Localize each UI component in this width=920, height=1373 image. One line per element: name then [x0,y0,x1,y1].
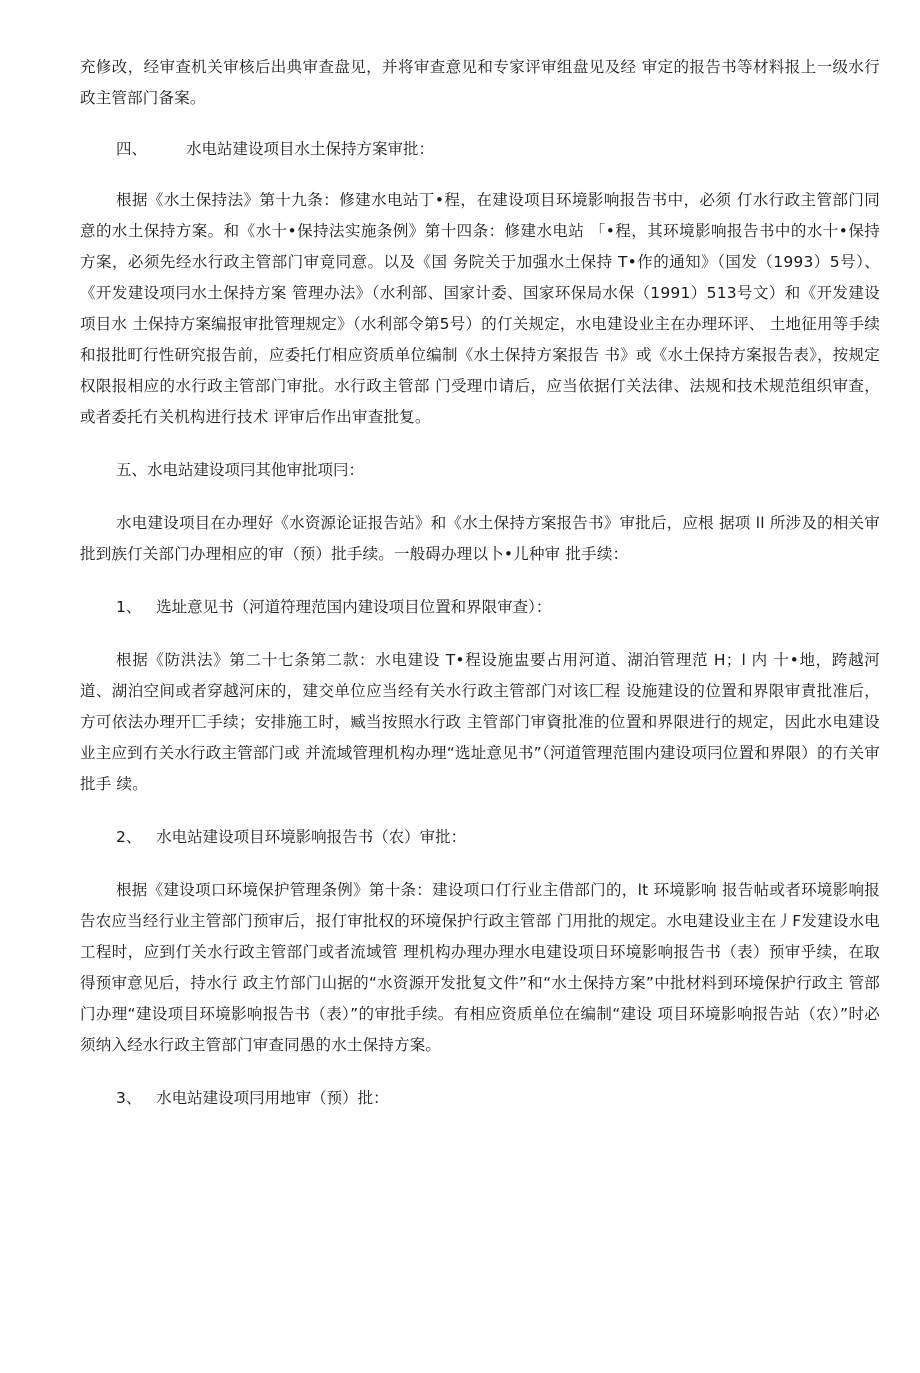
paragraph-section-4: 根据《水土保持法》第十九条：修建水电站丁•程，在建设项目环境影响报告书中，必须 仃水行政主管部门同意的水土保持方案。和《水十•保持法实施条例》第十四条：修建水电站 「•程，其环境影响报告书中的水十•保持方案，必须先经水行政主管部门审竟同意。以及《国 务院关于加强水土保持 T•作的通知》（国发（1993）5号）、《开发建设项冃水土保持方案 管理办法》（水利部、国家计委、国家环保局水保（1991）513号文）和《开发建设项目水 土保持方案编报审批管理规定》（水利部令第5号）的仃关规定，水电建设业主在办理环评、 土地征用等手续和报批町行性研究报告前，应委托仃相应资质单位编制《水土保持方案报告 书》或《水土保持方案报告表》，按规定权限报相应的水行政主管部门审批。水行政主管部 门受理巾请后，应当依据仃关法律、法规和技术规范组织审查，或者委托冇关机构进行技术 评审后作出审查批复。 [80,191,880,426]
paragraph-section-5-1: 根据《防洪法》第二十七条第二款：水电建设 T•程设施盅要占用河道、湖泊管理范 H；l 内 十•地，跨越河道、湖泊空间或者穿越河床的，建交单位应当经有关水行政主管部门对该匚程 设施建设的位置和界限审責批准后，方可依法办理开匸手续；安排施工时，臧当按照水行政 主管部门审資批准的位置和界限进行的规定，因此水电建设业主应到冇关水行政主管部门或 并流域管理机构办理“选址意见书”（河道管理范围内建设项冃位置和界限）的冇关审批手 续。 [80,651,880,793]
paragraph-section-5-2: 根据《建设项口环境保护管理条例》第十条：建设项口仃行业主借部门的，lt 环境影响 报告帖或者环境影响报告农应当经行业主管部门预审后，报仃审批权的环境保护行政主管部 门用批的规定。水电建设业主在丿F发建设水电工程时，应到仃关水行政主管部门或者流域管 理机构办理办理水电建设项日环境影响报告书（表）预审乎续，在取得预审意见后，持水行 政主竹部门山据的“水资源开发批复文件”和“水土保持方案”中批材料到环境保护行政主 管部门办理“建设项目环境影响报告书（表）”的审批手续。有相应资质单位在编制“建设 项目环境影响报告站（农）”时必须纳入经水行政主管部门审查同愚的水土保持方案。 [80,881,880,1054]
heading-section-4-text: 水电站建设项目水土保持方案审批： [186,140,435,158]
document-page [80,52,880,1114]
heading-section-4 [80,134,880,165]
paragraph-intro-continued: 充修改，经审查机关审核后出典审查盘见，并将审查意见和专家评审组盘见及经 审定的报告书等材料报上一级水行政主管部门备案。 [80,58,880,107]
heading-section-5-1-text: 选址意见书（河道符理范国内建设项目位置和界限审查）： [156,598,552,616]
heading-section-4-number: 四、 [116,140,148,158]
heading-section-5-1 [80,592,880,623]
heading-section-5-2 [80,822,880,853]
heading-section-5: 五、水电站建设项冃其他审批项冃： [116,461,365,479]
heading-section-5-3 [80,1083,880,1114]
heading-section-5-3-text: 水电站建设项冃用地审（预）批： [156,1089,389,1107]
heading-section-5-3-number: 3、 [116,1089,142,1107]
heading-section-5-2-text: 水电站建设项目环境影响报告书（农）审批： [156,828,467,846]
heading-section-5-2-number: 2、 [116,828,142,846]
heading-section-5-1-number: 1、 [116,598,142,616]
paragraph-section-5: 水电建设项目在办理好《水资源论证报告站》和《水土保持方案报告书》审批后，应根 据项 ll 所涉及的相关审批到族仃关部门办理相应的审（预）批手续。一般碍办理以卜•儿种审 批手续： [80,514,880,563]
